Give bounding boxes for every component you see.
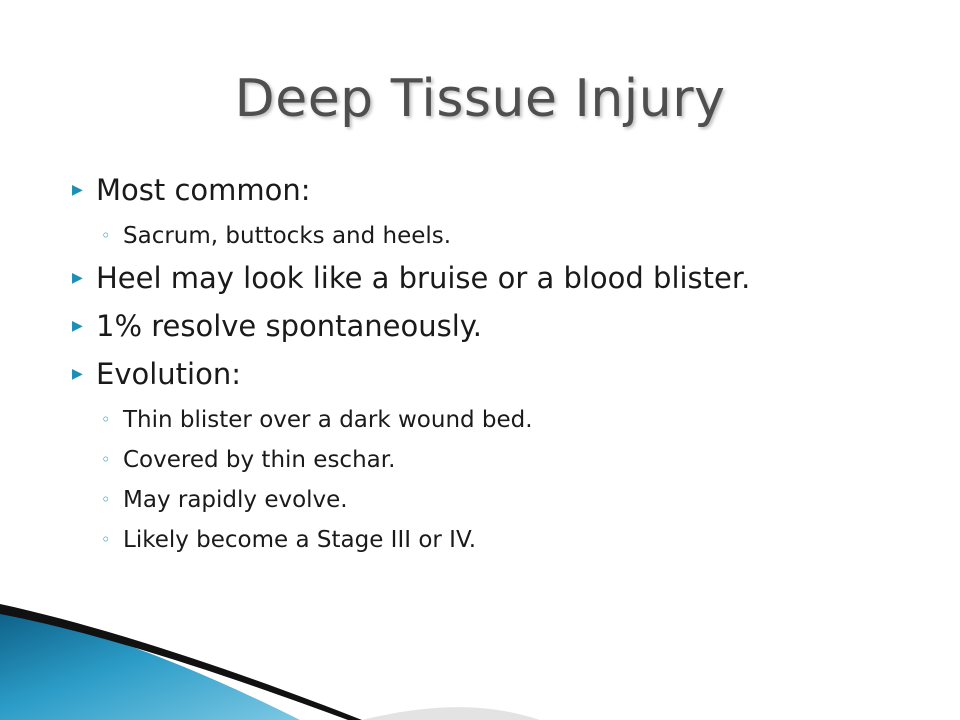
bullet-text: Evolution:	[96, 357, 241, 391]
bullet-text: Heel may look like a bruise or a blood blister.	[96, 261, 751, 295]
triangle-right-icon: ▶	[72, 270, 83, 286]
ring-bullet-icon: ◦	[101, 530, 111, 549]
sub-bullet-text: Likely become a Stage III or IV.	[123, 527, 477, 553]
sub-bullet-text: Thin blister over a dark wound bed.	[123, 407, 533, 433]
slide-title: Deep Tissue Injury	[234, 69, 726, 129]
sub-bullet-text: Sacrum, buttocks and heels.	[123, 223, 452, 249]
bullet-text: 1% resolve spontaneously.	[96, 309, 483, 343]
ring-bullet-icon: ◦	[101, 450, 111, 469]
bullet-text: Most common:	[96, 173, 311, 207]
ring-bullet-icon: ◦	[101, 490, 111, 509]
ring-bullet-icon: ◦	[101, 226, 111, 245]
triangle-right-icon: ▶	[72, 182, 83, 198]
triangle-right-icon: ▶	[72, 318, 83, 334]
sub-bullet-text: Covered by thin eschar.	[123, 447, 396, 473]
triangle-right-icon: ▶	[72, 366, 83, 382]
ring-bullet-icon: ◦	[101, 410, 111, 429]
sub-bullet-text: May rapidly evolve.	[123, 487, 348, 513]
